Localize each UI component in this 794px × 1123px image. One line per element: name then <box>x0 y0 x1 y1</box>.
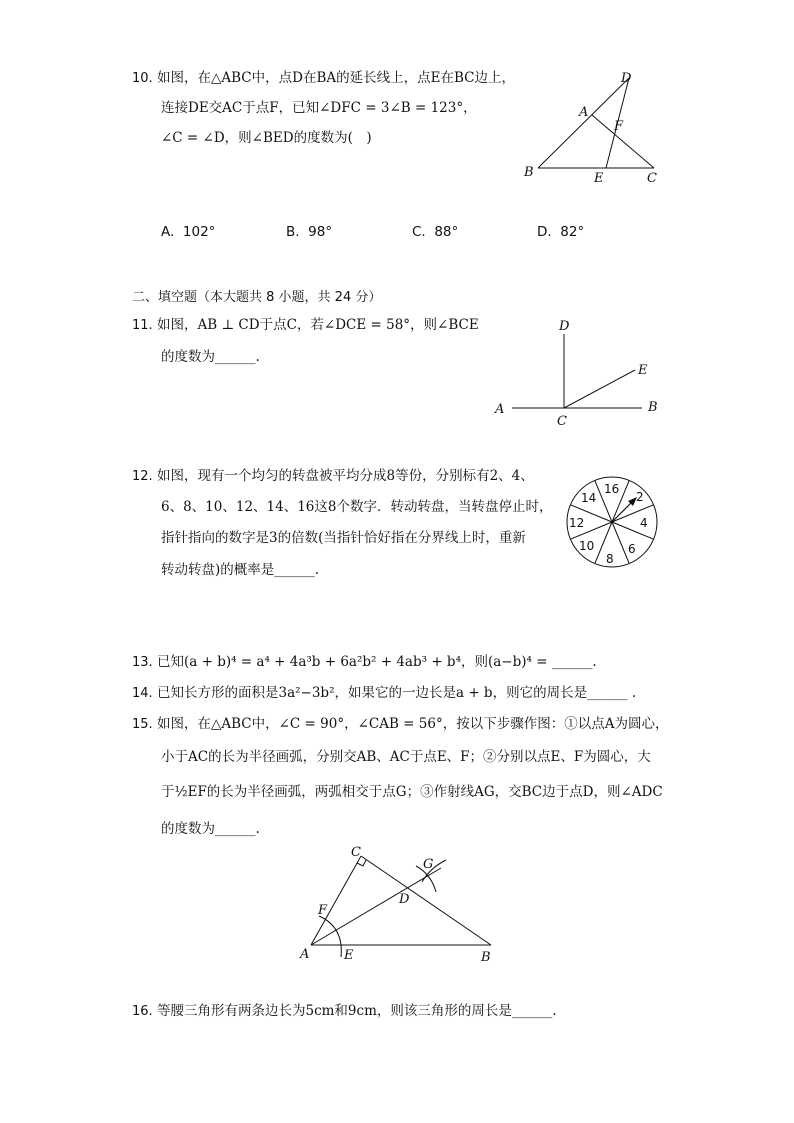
q12-number: 12. <box>132 469 153 484</box>
q14-line <box>132 684 636 703</box>
section-2-title: 二、填空题（本大题共 8 小题，共 24 分） <box>132 290 382 305</box>
q11-label-a: A <box>495 402 505 417</box>
q10-label-f: F <box>614 119 624 134</box>
q10-number: 10. <box>132 71 153 86</box>
q10-option-c-text: 88° <box>434 224 459 240</box>
q12-sector-16: 16 <box>604 482 620 496</box>
q15-arc-ef <box>319 916 341 957</box>
q12-line-1 <box>132 467 534 486</box>
q15-number: 15. <box>132 717 153 732</box>
q15-label-f: F <box>318 903 328 918</box>
q12-sector-12: 12 <box>569 516 585 530</box>
q10-line-1 <box>132 69 515 88</box>
q12-text-3: 指针指向的数字是3的倍数(当指针恰好指在分界线上时，重新 <box>161 530 526 546</box>
q15-text-1: 如图，在△ABC中，∠C = 90°，∠CAB = 56°，按以下步骤作图：①以点A为圆心， <box>156 716 669 732</box>
q10-option-b <box>286 224 332 240</box>
q10-label-e: E <box>594 171 604 186</box>
q10-option-a-key: A. <box>161 224 175 240</box>
q13-line <box>132 653 597 672</box>
q15-label-g: G <box>423 857 434 872</box>
q10-option-d-key: D. <box>537 224 552 240</box>
q15-figure <box>296 842 506 967</box>
q10-label-b: B <box>524 165 534 180</box>
q10-option-d-text: 82° <box>560 224 585 240</box>
q13-number: 13. <box>132 655 153 670</box>
q10-label-c: C <box>647 171 657 186</box>
q15-line-ac <box>311 856 361 945</box>
q10-text-3: ∠C = ∠D，则∠BED的度数为( ) <box>161 130 372 146</box>
q12-sector-2: 2 <box>636 490 644 504</box>
q14-text: 已知长方形的面积是3a²−3b²，如果它的一边长是a + b，则它的周长是______ . <box>156 685 637 701</box>
q15-label-d: D <box>399 892 410 907</box>
q12-sector-6: 6 <box>628 542 636 556</box>
q11-number: 11. <box>132 318 153 333</box>
q10-label-d: D <box>621 71 632 86</box>
q10-text-2: 连接DE交AC于点F，已知∠DFC = 3∠B = 123°， <box>161 100 477 116</box>
q11-line-1 <box>132 316 479 335</box>
q15-text-4: 的度数为______. <box>161 821 260 837</box>
q12-sector-14: 14 <box>581 491 597 505</box>
q12-text-4: 转动转盘)的概率是______. <box>161 562 320 578</box>
q10-option-a <box>161 224 215 240</box>
q10-text-1: 如图，在△ABC中，点D在BA的延长线上，点E在BC边上， <box>156 70 515 86</box>
q10-option-d <box>537 224 584 240</box>
q10-option-a-text: 102° <box>182 224 216 240</box>
q11-text-2: 的度数为______. <box>161 349 260 365</box>
q12-spinner <box>565 475 660 570</box>
q12-text-1: 如图，现有一个均匀的转盘被平均分成8等份，分别标有2、4、 <box>156 468 534 484</box>
q11-label-d: D <box>559 319 570 334</box>
q11-figure <box>490 318 670 430</box>
q16-number: 16. <box>132 1004 153 1019</box>
q12-text-2: 6、8、10、12、14、16这8个数字．转动转盘，当转盘停止时， <box>161 499 553 515</box>
q12-sector-8: 8 <box>606 552 614 566</box>
q11-label-e: E <box>638 363 648 378</box>
q12-sector-4: 4 <box>640 516 648 530</box>
q10-option-b-text: 98° <box>308 224 333 240</box>
q11-line-ce <box>564 370 635 408</box>
q11-label-b: B <box>648 400 658 415</box>
q15-label-b: B <box>481 950 491 965</box>
q10-label-a: A <box>579 105 589 120</box>
q10-figure <box>520 66 670 186</box>
q10-option-b-key: B. <box>286 224 300 240</box>
q10-option-c <box>412 224 458 240</box>
q16-text: 等腰三角形有两条边长为5cm和9cm，则该三角形的周长是______. <box>156 1003 557 1019</box>
q15-ray-ag <box>311 868 441 945</box>
q16-line <box>132 1002 557 1021</box>
q11-label-c: C <box>557 414 567 429</box>
q15-text-2: 小于AC的长为半径画弧，分别交AB、AC于点E、F；②分别以点E、F为圆心，大 <box>161 749 651 765</box>
q15-label-c: C <box>351 845 361 860</box>
q15-label-e: E <box>344 948 354 963</box>
q15-line-1 <box>132 715 668 734</box>
q10-option-c-key: C. <box>412 224 426 240</box>
q12-sector-10: 10 <box>579 539 595 553</box>
q14-number: 14. <box>132 686 153 701</box>
q15-label-a: A <box>300 947 310 962</box>
q15-text-3: 于½EF的长为半径画弧，两弧相交于点G；③作射线AG，交BC边于点D，则∠ADC <box>161 784 663 800</box>
q11-text-1: 如图，AB ⊥ CD于点C，若∠DCE = 58°，则∠BCE <box>156 317 479 333</box>
q13-text: 已知(a + b)⁴ = a⁴ + 4a³b + 6a²b² + 4ab³ + b⁴，则(a−b)⁴ = ______. <box>156 654 597 670</box>
